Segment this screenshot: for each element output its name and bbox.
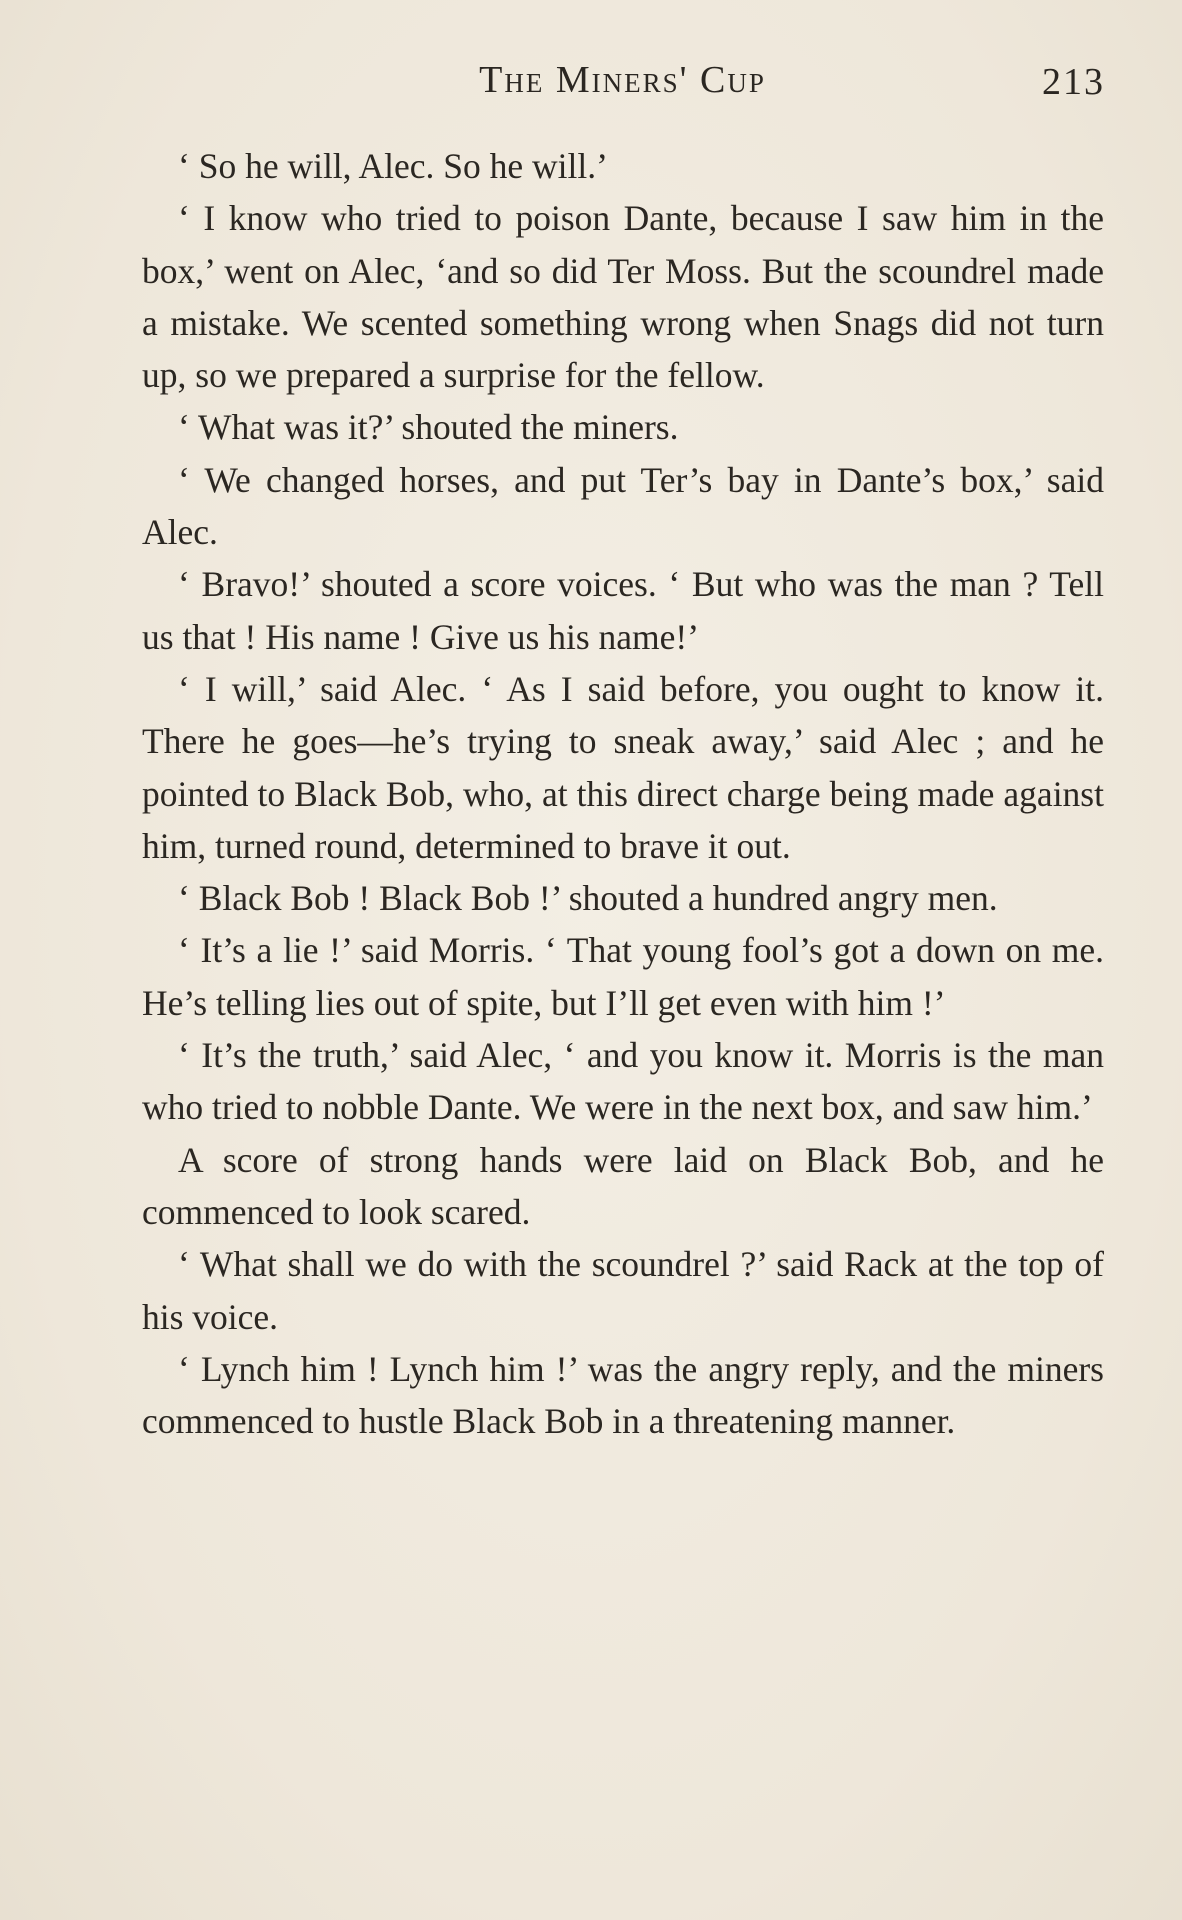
paragraph: ‘ What was it?’ shouted the miners. xyxy=(178,407,679,448)
paragraph: ‘ It’s a lie !’ said Morris. ‘ That young fool’s got a down on me. He’s telling lies out of spite, but I’ll get even with him !’ xyxy=(142,930,1104,1023)
running-title: The Miners' Cup xyxy=(479,59,766,101)
paragraph: ‘ Lynch him ! Lynch him !’ was the angry reply, and the miners commenced to hustle Black Bob in a threatening manner. xyxy=(142,1348,1104,1442)
paragraph: ‘ So he will, Alec. So he will.’ xyxy=(178,146,608,186)
paragraph: ‘ We changed horses, and put Ter’s bay in Dante’s box,’ said Alec. xyxy=(142,459,1104,553)
paragraph: A score of strong hands were laid on Black Bob, and he commenced to look scared. xyxy=(142,1139,1104,1232)
paragraph: ‘ Bravo!’ shouted a score voices. ‘ But who was the man ? Tell us that ! His name ! Give us his name!’ xyxy=(142,564,1104,657)
paragraph: ‘ It’s the truth,’ said Alec, ‘ and you know it. Morris is the man who tried to nobble Dante. We were in the next box, and saw him.’ xyxy=(142,1035,1104,1128)
paragraph: ‘ I will,’ said Alec. ‘ As I said before, you ought to know it. There he goes—he’s trying to sneak away,’ said Alec ; and he pointed to Black Bob, who, at this direct charge being made against him, turned round, determined to brave it out. xyxy=(142,668,1104,866)
running-head xyxy=(140,58,1105,108)
paragraph: ‘ I know who tried to poison Dante, because I saw him in the box,’ went on Alec, ‘and so did Ter Moss. But the scoundrel made a mistake. We scented something wrong when Snags did not turn up, so we prepared a surprise for the fellow. xyxy=(142,198,1104,396)
paragraph: ‘ What shall we do with the scoundrel ?’ said Rack at the top of his voice. xyxy=(142,1244,1104,1337)
paragraph: ‘ Black Bob ! Black Bob !’ shouted a hundred angry men. xyxy=(178,878,998,919)
page-number: 213 xyxy=(1042,61,1105,103)
text-body xyxy=(142,140,1104,1447)
